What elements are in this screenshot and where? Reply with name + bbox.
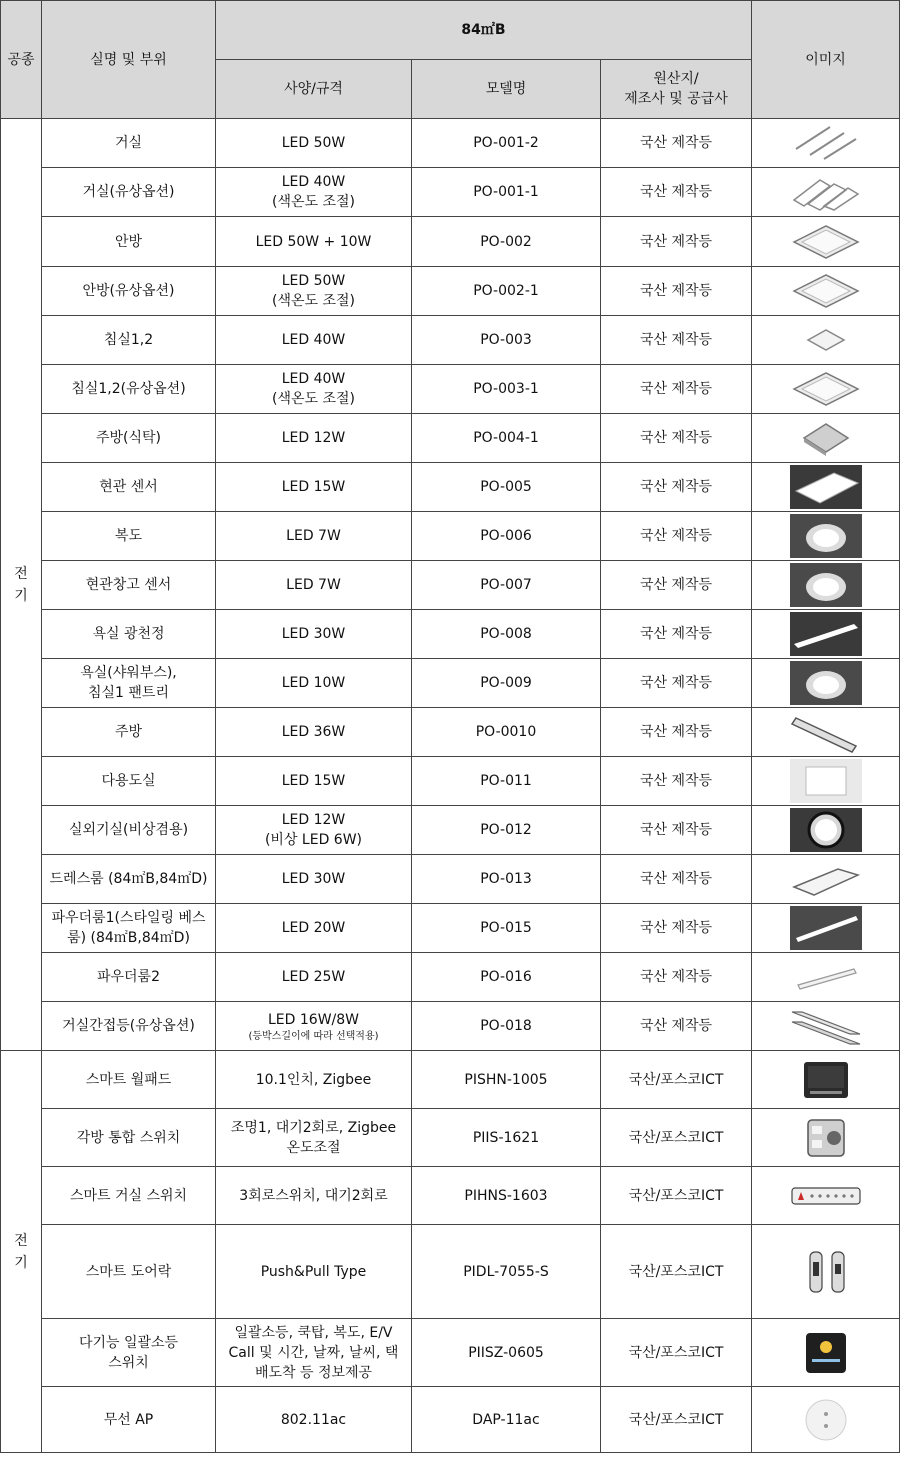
- model-cell: PO-003-1: [412, 365, 601, 414]
- small-square-light-icon: [790, 318, 862, 362]
- model-cell: PO-008: [412, 610, 601, 659]
- spec-label: LED 12W: [281, 430, 346, 446]
- table-row: [1, 855, 900, 904]
- spec-cell: [216, 1387, 412, 1453]
- origin-cell: 국산 제작등: [601, 904, 752, 953]
- image-cell: [752, 757, 900, 806]
- table-row: [1, 610, 900, 659]
- image-cell: [752, 561, 900, 610]
- table-row: [1, 806, 900, 855]
- room-cell: [42, 1167, 216, 1225]
- room-label: 안방: [114, 233, 143, 250]
- image-cell: [752, 1109, 900, 1167]
- room-label: 다기능 일괄소등: [78, 1334, 179, 1351]
- header-origin: [601, 60, 752, 119]
- trade-group-cell: [1, 1051, 42, 1453]
- downlight-icon: [790, 514, 862, 558]
- image-cell: [752, 904, 900, 953]
- origin-cell: 국산 제작등: [601, 512, 752, 561]
- table-row: [1, 512, 900, 561]
- model-cell: PIDL-7055-S: [412, 1225, 601, 1319]
- room-label: 주방: [114, 724, 143, 740]
- room-switch-icon: [790, 1116, 862, 1160]
- table-row: [1, 365, 900, 414]
- downlight-icon: [790, 563, 862, 607]
- model-cell: PO-001-2: [412, 119, 601, 168]
- spec-label: LED 7W: [286, 577, 341, 593]
- spec-cell: [216, 267, 412, 316]
- spec-cell: [216, 1167, 412, 1225]
- header-origin-line1: 원산지/: [653, 71, 699, 87]
- spec-cell: [216, 1002, 412, 1051]
- spec-cell: [216, 855, 412, 904]
- image-cell: [752, 217, 900, 267]
- slim-bar-light-icon: [790, 955, 862, 999]
- model-cell: PO-003: [412, 316, 601, 365]
- header-image: 이미지: [752, 1, 900, 119]
- room-label: 스마트 도어락: [85, 1263, 172, 1280]
- model-cell: PO-016: [412, 953, 601, 1002]
- room-label: 스마트 거실 스위치: [69, 1187, 188, 1204]
- image-cell: [752, 316, 900, 365]
- room-cell: [42, 659, 216, 708]
- room-cell: [42, 1109, 216, 1167]
- spec-label: LED 50W: [281, 273, 346, 289]
- room-label: 스위치: [108, 1354, 149, 1371]
- table-row: [1, 904, 900, 953]
- origin-cell: 국산/포스코ICT: [601, 1319, 752, 1387]
- room-cell: [42, 855, 216, 904]
- spec-cell: [216, 168, 412, 217]
- spec-label: 3회로스위치, 대기2회로: [239, 1187, 388, 1204]
- room-label: 욕실(샤워부스),: [80, 665, 177, 681]
- room-label: 현관 센서: [99, 479, 158, 495]
- spec-label: LED 7W: [286, 528, 341, 544]
- model-cell: PO-012: [412, 806, 601, 855]
- living-switch-strip-icon: [790, 1174, 862, 1218]
- multi-switch-display-icon: [790, 1331, 862, 1375]
- linear-powder-light-icon: [790, 906, 862, 950]
- spec-label: LED 30W: [281, 871, 346, 887]
- room-cell: [42, 806, 216, 855]
- model-cell: PO-005: [412, 463, 601, 512]
- spec-label: LED 15W: [281, 479, 346, 495]
- table-row: [1, 1319, 900, 1387]
- table-row: [1, 757, 900, 806]
- model-cell: PO-009: [412, 659, 601, 708]
- image-cell: [752, 1002, 900, 1051]
- trade-group-label: 전: [14, 1232, 28, 1249]
- room-cell: [42, 119, 216, 168]
- model-cell: PO-0010: [412, 708, 601, 757]
- image-cell: [752, 512, 900, 561]
- room-label: 스마트 월패드: [85, 1071, 172, 1088]
- spec-label: (비상 LED 6W): [264, 832, 363, 848]
- model-cell: PO-018: [412, 1002, 601, 1051]
- model-cell: PISHN-1005: [412, 1051, 601, 1109]
- spec-cell: [216, 414, 412, 463]
- origin-cell: 국산 제작등: [601, 168, 752, 217]
- room-cell: [42, 267, 216, 316]
- spec-label: 온도조절: [286, 1139, 341, 1156]
- header-trade: 공종: [1, 1, 42, 119]
- flat-square-light-icon: [790, 759, 862, 803]
- wireless-ap-icon: [790, 1398, 862, 1442]
- spec-label: (색온도 조절): [272, 293, 355, 309]
- origin-cell: 국산 제작등: [601, 119, 752, 168]
- linear-bath-light-icon: [790, 612, 862, 656]
- room-label: 복도: [114, 528, 143, 544]
- table-row: [1, 119, 900, 168]
- model-cell: PO-002: [412, 217, 601, 267]
- spec-note: (등박스길이에 따라 선택적용): [248, 1030, 379, 1042]
- table-row: [1, 1109, 900, 1167]
- room-label: 침실1,2(유상옵션): [71, 381, 186, 397]
- spec-label: LED 30W: [281, 626, 346, 642]
- origin-cell: 국산 제작등: [601, 806, 752, 855]
- spec-label: Push&Pull Type: [260, 1263, 367, 1280]
- table-row: [1, 267, 900, 316]
- room-label: 주방(식탁): [95, 430, 162, 446]
- origin-cell: 국산 제작등: [601, 561, 752, 610]
- spec-label: LED 20W: [281, 920, 346, 936]
- image-cell: [752, 806, 900, 855]
- spec-label: 조명1, 대기2회로, Zigbee: [230, 1119, 397, 1136]
- header-origin-line2: 제조사 및 공급사: [624, 91, 728, 107]
- room-cell: [42, 904, 216, 953]
- origin-cell: 국산 제작등: [601, 855, 752, 904]
- table-row: [1, 217, 900, 267]
- table-row: [1, 1051, 900, 1109]
- model-cell: PIIS-1621: [412, 1109, 601, 1167]
- table-row: [1, 1002, 900, 1051]
- image-cell: [752, 1051, 900, 1109]
- spec-label: (색온도 조절): [272, 194, 355, 210]
- room-cell: [42, 561, 216, 610]
- spec-label: LED 50W + 10W: [255, 233, 372, 250]
- spec-cell: [216, 659, 412, 708]
- model-cell: PIISZ-0605: [412, 1319, 601, 1387]
- table-row: [1, 659, 900, 708]
- room-cell: [42, 953, 216, 1002]
- spec-label: LED 36W: [281, 724, 346, 740]
- room-label: 파우더룸2: [96, 969, 160, 985]
- spec-cell: [216, 463, 412, 512]
- spec-cell: [216, 708, 412, 757]
- room-label: 거실간접등(유상옵션): [62, 1018, 195, 1034]
- table-row: [1, 1387, 900, 1453]
- image-cell: [752, 953, 900, 1002]
- table-row: [1, 414, 900, 463]
- room-label: 현관창고 센서: [85, 577, 172, 593]
- model-cell: PO-004-1: [412, 414, 601, 463]
- model-cell: PO-006: [412, 512, 601, 561]
- spec-cell: [216, 806, 412, 855]
- image-cell: [752, 1319, 900, 1387]
- table-row: [1, 561, 900, 610]
- spec-label: LED 15W: [281, 773, 346, 789]
- room-cell: [42, 1387, 216, 1453]
- table-row: [1, 168, 900, 217]
- origin-cell: 국산/포스코ICT: [601, 1387, 752, 1453]
- image-cell: [752, 708, 900, 757]
- room-label: 안방(유상옵션): [82, 283, 175, 299]
- spec-label: LED 16W/8W: [268, 1011, 359, 1028]
- table-row: [1, 953, 900, 1002]
- room-label: 각방 통합 스위치: [76, 1129, 181, 1146]
- spec-label: 10.1인치, Zigbee: [255, 1071, 372, 1088]
- origin-cell: 국산 제작등: [601, 414, 752, 463]
- room-label: 침실1 팬트리: [88, 685, 169, 701]
- table-row: [1, 463, 900, 512]
- origin-cell: 국산 제작등: [601, 757, 752, 806]
- origin-cell: 국산 제작등: [601, 365, 752, 414]
- room-label: 거실: [114, 135, 143, 151]
- origin-cell: 국산 제작등: [601, 1002, 752, 1051]
- round-emergency-light-icon: [790, 808, 862, 852]
- room-label: 침실1,2: [103, 332, 154, 348]
- spec-cell: [216, 757, 412, 806]
- rect-panel-light-icon: [790, 857, 862, 901]
- room-label: 실외기실(비상겸용): [68, 822, 189, 838]
- room-label: 무선 AP: [103, 1411, 154, 1428]
- layered-frame-light-icon: [790, 170, 862, 214]
- image-cell: [752, 168, 900, 217]
- linear-kitchen-light-icon: [790, 710, 862, 754]
- room-label: 다용도실: [101, 773, 156, 789]
- origin-cell: 국산/포스코ICT: [601, 1225, 752, 1319]
- linear-light-bars-icon: [790, 121, 862, 165]
- trade-group-cell: [1, 119, 42, 1051]
- model-cell: PO-011: [412, 757, 601, 806]
- spec-cell: [216, 119, 412, 168]
- origin-cell: 국산 제작등: [601, 659, 752, 708]
- room-cell: [42, 414, 216, 463]
- door-lock-icon: [790, 1250, 862, 1294]
- origin-cell: 국산/포스코ICT: [601, 1051, 752, 1109]
- origin-cell: 국산/포스코ICT: [601, 1167, 752, 1225]
- sensor-panel-light-icon: [790, 465, 862, 509]
- downlight-icon: [790, 661, 862, 705]
- trade-group-label: 기: [14, 587, 28, 604]
- room-cell: [42, 463, 216, 512]
- spec-label: LED 50W: [281, 135, 346, 151]
- header-spec: 사양/규격: [216, 60, 412, 119]
- model-cell: PO-013: [412, 855, 601, 904]
- spec-label: LED 40W: [281, 332, 346, 348]
- trade-group-label: 기: [14, 1254, 28, 1271]
- table-row: [1, 1225, 900, 1319]
- pendant-square-light-icon: [790, 416, 862, 460]
- origin-cell: 국산/포스코ICT: [601, 1109, 752, 1167]
- spec-cell: [216, 904, 412, 953]
- origin-cell: 국산 제작등: [601, 267, 752, 316]
- wallpad-icon: [790, 1058, 862, 1102]
- spec-cell: [216, 1109, 412, 1167]
- header-location: 실명 및 부위: [42, 1, 216, 119]
- origin-cell: 국산 제작등: [601, 610, 752, 659]
- room-label: 드레스룸 (84㎡B,84㎡D): [49, 871, 208, 887]
- room-label: 룸) (84㎡B,84㎡D): [67, 930, 190, 946]
- spec-label: LED 12W: [281, 812, 346, 828]
- model-cell: PO-015: [412, 904, 601, 953]
- spec-label: LED 40W: [281, 371, 346, 387]
- model-cell: PIHNS-1603: [412, 1167, 601, 1225]
- table-row: [1, 1167, 900, 1225]
- room-label: 파우더룸1(스타일링 베스: [51, 910, 206, 926]
- image-cell: [752, 119, 900, 168]
- room-cell: [42, 610, 216, 659]
- room-cell: [42, 708, 216, 757]
- model-cell: PO-001-1: [412, 168, 601, 217]
- image-cell: [752, 1387, 900, 1453]
- spec-label: 일괄소등, 쿡탑, 복도, E/V: [234, 1324, 393, 1341]
- spec-label: 802.11ac: [280, 1411, 347, 1428]
- room-cell: [42, 1319, 216, 1387]
- header-model: 모델명: [412, 60, 601, 119]
- spec-label: LED 10W: [281, 675, 346, 691]
- spec-cell: [216, 365, 412, 414]
- origin-cell: 국산 제작등: [601, 463, 752, 512]
- room-cell: [42, 757, 216, 806]
- spec-cell: [216, 1051, 412, 1109]
- room-label: 욕실 광천정: [92, 626, 165, 642]
- image-cell: [752, 267, 900, 316]
- spec-label: 배도착 등 정보제공: [254, 1364, 373, 1381]
- room-cell: [42, 1051, 216, 1109]
- image-cell: [752, 463, 900, 512]
- spec-cell: [216, 1319, 412, 1387]
- spec-cell: [216, 561, 412, 610]
- indirect-light-bars-icon: [790, 1004, 862, 1048]
- room-cell: [42, 1225, 216, 1319]
- model-cell: DAP-11ac: [412, 1387, 601, 1453]
- model-cell: PO-002-1: [412, 267, 601, 316]
- spec-label: (색온도 조절): [272, 391, 355, 407]
- table-row: [1, 708, 900, 757]
- origin-cell: 국산 제작등: [601, 217, 752, 267]
- spec-cell: [216, 512, 412, 561]
- square-panel-light-icon: [790, 269, 862, 313]
- room-cell: [42, 512, 216, 561]
- trade-group-label: 전: [14, 565, 28, 582]
- room-label: 거실(유상옵션): [82, 184, 175, 200]
- origin-cell: 국산 제작등: [601, 708, 752, 757]
- spec-cell: [216, 217, 412, 267]
- square-panel-light-icon: [790, 367, 862, 411]
- image-cell: [752, 659, 900, 708]
- room-cell: [42, 1002, 216, 1051]
- image-cell: [752, 855, 900, 904]
- image-cell: [752, 1225, 900, 1319]
- spec-label: LED 25W: [281, 969, 346, 985]
- origin-cell: 국산 제작등: [601, 316, 752, 365]
- header-unit-type: 84㎡B: [216, 1, 752, 60]
- image-cell: [752, 365, 900, 414]
- spec-label: Call 및 시간, 날짜, 날씨, 택: [228, 1344, 399, 1361]
- spec-cell: [216, 316, 412, 365]
- table-row: [1, 316, 900, 365]
- spec-cell: [216, 953, 412, 1002]
- model-cell: PO-007: [412, 561, 601, 610]
- spec-cell: [216, 610, 412, 659]
- room-cell: [42, 217, 216, 267]
- spec-cell: [216, 1225, 412, 1319]
- spec-label: LED 40W: [281, 174, 346, 190]
- room-cell: [42, 365, 216, 414]
- square-panel-light-icon: [790, 220, 862, 264]
- origin-cell: 국산 제작등: [601, 953, 752, 1002]
- room-cell: [42, 316, 216, 365]
- room-cell: [42, 168, 216, 217]
- image-cell: [752, 610, 900, 659]
- image-cell: [752, 414, 900, 463]
- image-cell: [752, 1167, 900, 1225]
